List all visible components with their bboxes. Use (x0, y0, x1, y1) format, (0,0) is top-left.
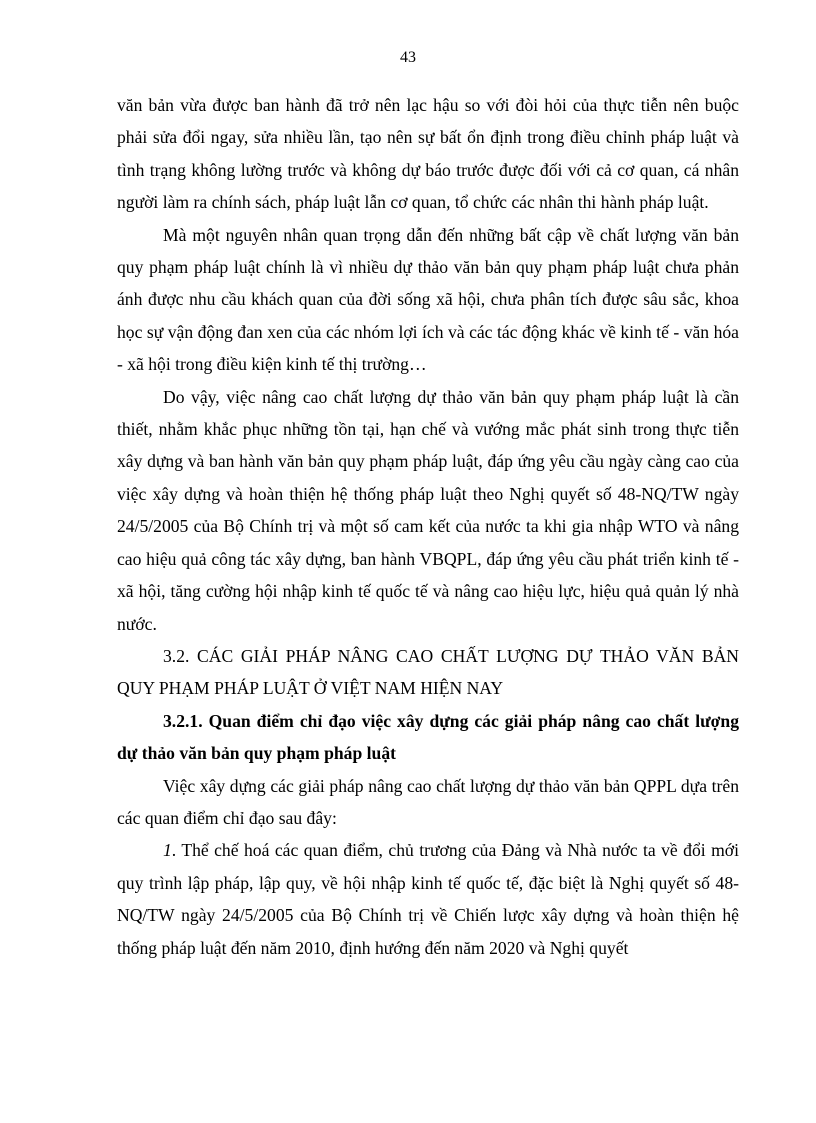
section-heading: 3.2. CÁC GIẢI PHÁP NÂNG CAO CHẤT LƯỢNG DỰ THẢO VĂN BẢN QUY PHẠM PHÁP LUẬT Ở VIỆT NAM HIỆN NAY (117, 645, 739, 699)
intro-paragraph: Việc xây dựng các giải pháp nâng cao chất lượng dự thảo văn bản QPPL dựa trên các quan điểm chỉ đạo sau đây: (117, 775, 739, 828)
document-body (117, 89, 739, 964)
paragraph-cause: Mà một nguyên nhân quan trọng dẫn đến những bất cập về chất lượng văn bản quy phạm pháp luật chính là vì nhiều dự thảo văn bản quy phạm pháp luật chưa phản ánh được nhu cầu khách quan của đời sống xã hội, chưa phân tích được sâu sắc, khoa học sự vận động đan xen của các nhóm lợi ích và các tác động khác về kinh tế - văn hóa - xã hội trong điều kiện kinh tế thị trường… (117, 224, 739, 375)
page-number: 43 (400, 49, 416, 66)
point-1-paragraph (117, 834, 739, 964)
point-1-number: 1 (163, 840, 172, 861)
point-1-text: Thể chế hoá các quan điểm, chủ trương của Đảng và Nhà nước ta về đổi mới quy trình lập pháp, lập quy, về hội nhập kinh tế quốc tế, đặc biệt là Nghị quyết số 48-NQ/TW ngày 24/5/2005 của Bộ Chính trị về Chiến lược xây dựng và hoàn thiện hệ thống pháp luật đến năm 2010, định hướng đến năm 2020 và Nghị quyết (117, 840, 739, 958)
paragraph-necessity: Do vậy, việc nâng cao chất lượng dự thảo văn bản quy phạm pháp luật là cần thiết, nhằm khắc phục những tồn tại, hạn chế và vướng mắc phát sinh trong thực tiễn xây dựng và ban hành văn bản quy phạm pháp luật, đáp ứng yêu cầu ngày càng cao của việc xây dựng và hoàn thiện hệ thống pháp luật theo Nghị quyết số 48-NQ/TW ngày 24/5/2005 của Bộ Chính trị và một số cam kết của nước ta khi gia nhập WTO và nâng cao hiệu quả công tác xây dựng, ban hành VBQPL, đáp ứng yêu cầu phát triển kinh tế - xã hội, tăng cường hội nhập kinh tế quốc tế và nâng cao hiệu lực, hiệu quả quản lý nhà nước. (117, 386, 739, 634)
paragraph-continuation: văn bản vừa được ban hành đã trở nên lạc hậu so với đòi hỏi của thực tiễn nên buộc phải sửa đổi ngay, sửa nhiều lần, tạo nên sự bất ổn định trong điều chỉnh pháp luật và tình trạng không lường trước và không dự báo trước được đối với cả cơ quan, cá nhân người làm ra chính sách, pháp luật lẫn cơ quan, tổ chức các nhân thi hành pháp luật. (117, 95, 739, 213)
point-1-separator: . (171, 840, 182, 861)
subsection-heading: 3.2.1. Quan điểm chỉ đạo việc xây dựng các giải pháp nâng cao chất lượng dự thảo văn bản quy phạm pháp luật (117, 710, 739, 764)
